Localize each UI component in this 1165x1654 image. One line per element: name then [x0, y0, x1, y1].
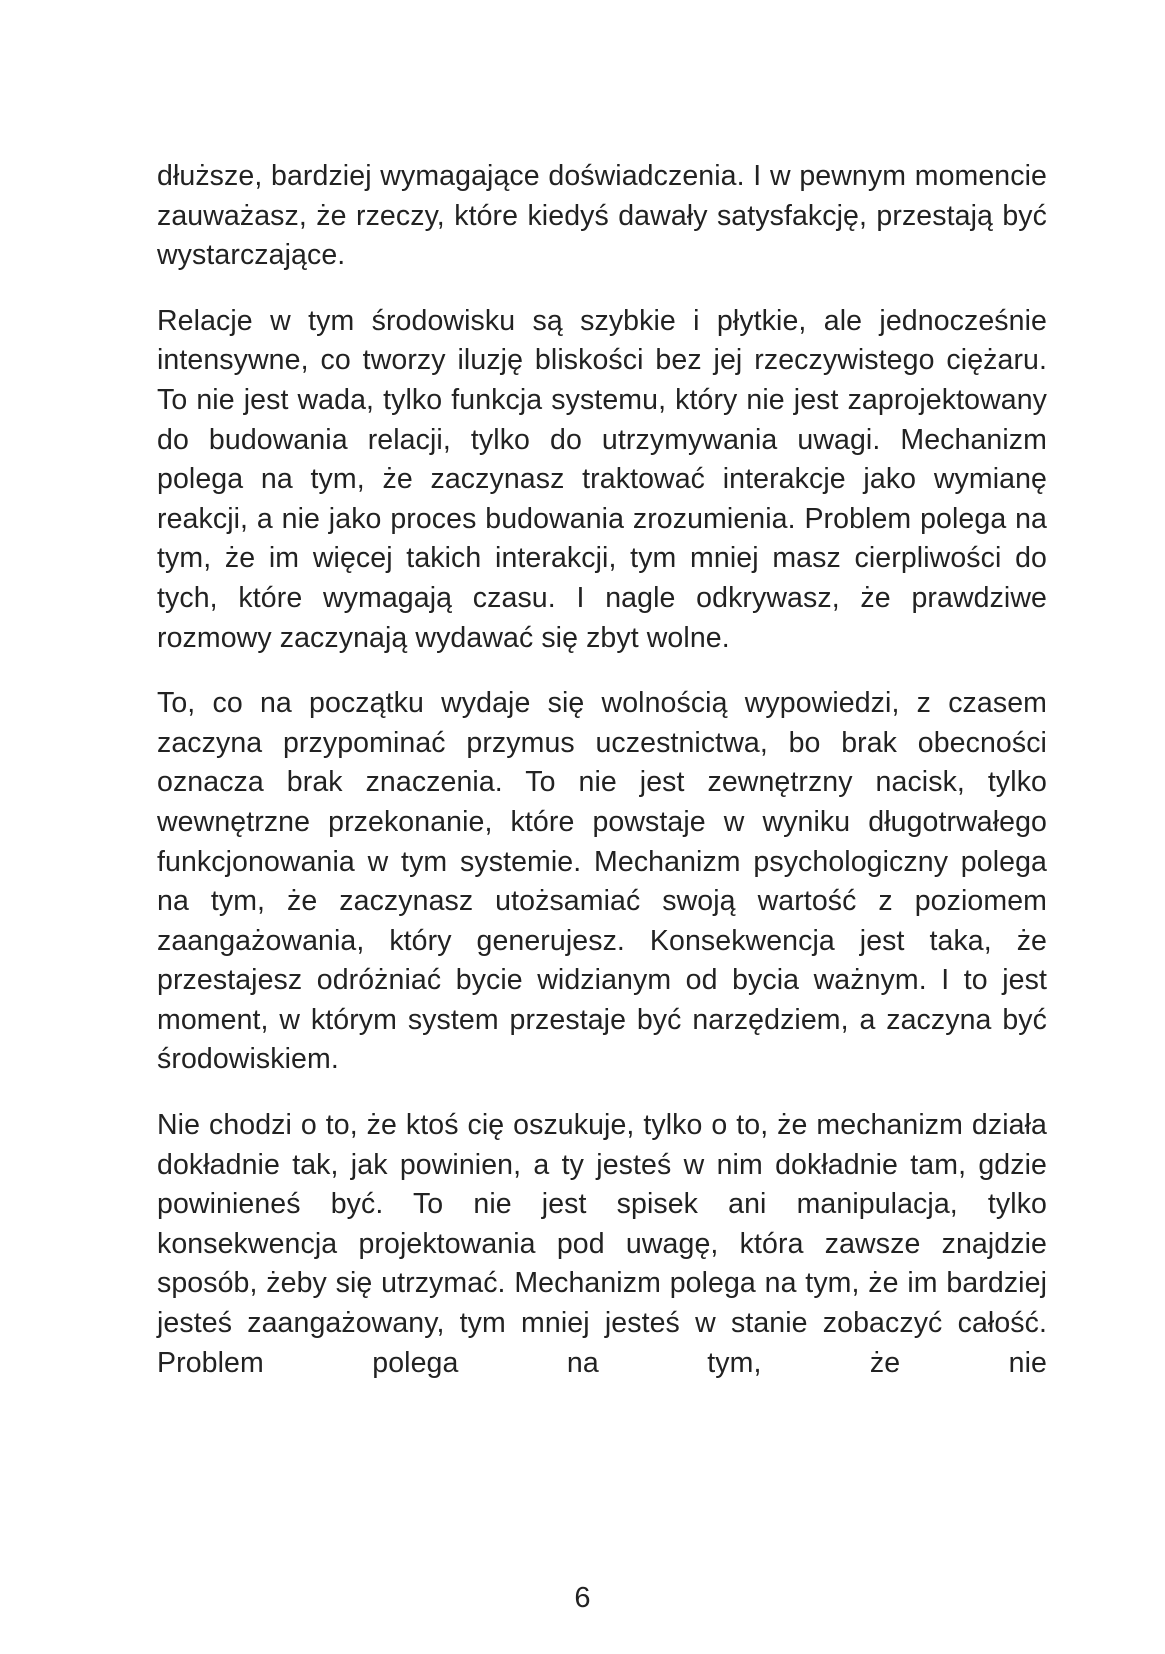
body-text: [157, 157, 1047, 1383]
page-number: 6: [574, 1582, 591, 1614]
paragraph-1: dłuższe, bardziej wymagające doświadczenia. I w pewnym momencie zauważasz, że rzeczy, które kiedyś dawały satysfakcję, przestają być wystarczające.: [157, 160, 1047, 272]
paragraph-3: To, co na początku wydaje się wolnością wypowiedzi, z czasem zaczyna przypominać przymus uczestnictwa, bo brak obecności oznacza brak znaczenia. To nie jest zewnętrzny nacisk, tylko wewnętrzne przekonanie, które powstaje w wyniku długotrwałego funkcjonowania w tym systemie. Mechanizm psychologiczny polega na tym, że zaczynasz utożsamiać swoją wartość z poziomem zaangażowania, który generujesz. Konsekwencja jest taka, że przestajesz odróżniać bycie widzianym od bycia ważnym. I to jest moment, w którym system przestaje być narzędziem, a zaczyna być środowiskiem.: [157, 687, 1047, 1076]
paragraph-4: Nie chodzi o to, że ktoś cię oszukuje, tylko o to, że mechanizm działa dokładnie tak, jak powinien, a ty jesteś w nim dokładnie tam, gdzie powinieneś być. To nie jest spisek ani manipulacja, tylko konsekwencja projektowania pod uwagę, która zawsze znajdzie sposób, żeby się utrzymać. Mechanizm polega na tym, że im bardziej jesteś zaangażowany, tym mniej jesteś w stanie zobaczyć całość. Problem polega na tym, że nie: [157, 1109, 1047, 1379]
paragraph-2: Relacje w tym środowisku są szybkie i płytkie, ale jednocześnie intensywne, co tworzy iluzję bliskości bez jej rzeczywistego ciężaru. To nie jest wada, tylko funkcja systemu, który nie jest zaprojektowany do budowania relacji, tylko do utrzymywania uwagi. Mechanizm polega na tym, że zaczynasz traktować interakcje jako wymianę reakcji, a nie jako proces budowania zrozumienia. Problem polega na tym, że im więcej takich interakcji, tym mniej masz cierpliwości do tych, które wymagają czasu. I nagle odkrywasz, że prawdziwe rozmowy zaczynają wydawać się zbyt wolne.: [157, 304, 1047, 654]
